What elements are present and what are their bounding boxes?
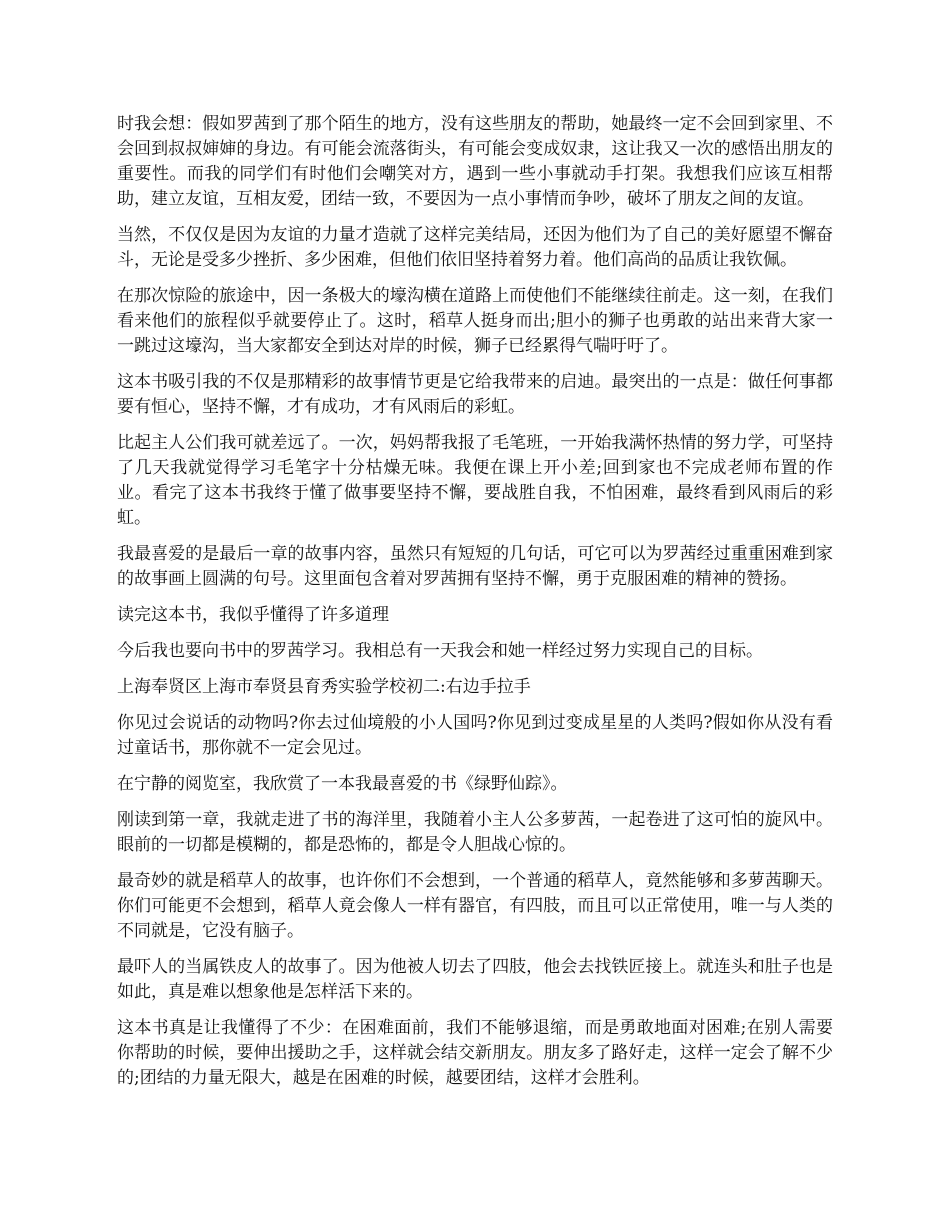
paragraph-13: 最奇妙的就是稻草人的故事，也许你们不会想到，一个普通的稻草人，竟然能够和多萝茜聊天。你们可能更不会想到，稻草人竟会像人一样有器官，有四肢，而且可以正常使用，唯一与人类的不同就是，它没有脑子。 — [117, 871, 833, 941]
paragraph-8: 今后我也要向书中的罗茜学习。我相总有一天我会和她一样经过努力实现自己的目标。 — [117, 641, 763, 661]
paragraph-3: 在那次惊险的旅途中，因一条极大的壕沟横在道路上而使他们不能继续往前走。这一刻，在我们看来他们的旅程似乎就要停止了。这时，稻草人挺身而出;胆小的狮子也勇敢的站出来背大家一一跳过这壕沟，当大家都安全到达对岸的时候，狮子已经累得气喘吁吁了。 — [117, 286, 833, 356]
paragraph-1: 时我会想：假如罗茜到了那个陌生的地方，没有这些朋友的帮助，她最终一定不会回到家里、不会回到叔叔婶婶的身边。有可能会流落街头，有可能会变成奴隶，这让我又一次的感悟出朋友的重要性。而我的同学们有时他们会嘲笑对方，遇到一些小事就动手打架。我想我们应该互相帮助，建立友谊，互相友爱，团结一致，不要因为一点小事情而争吵，破坏了朋友之间的友谊。 — [117, 114, 833, 209]
paragraph-14: 最吓人的当属铁皮人的故事了。因为他被人切去了四肢，他会去找铁匠接上。就连头和肚子也是如此，真是难以想象他是怎样活下来的。 — [117, 957, 833, 1002]
paragraph-7: 读完这本书，我似乎懂得了许多道理 — [117, 605, 389, 625]
paragraph-6: 我最喜爱的是最后一章的故事内容，虽然只有短短的几句话，可它可以为罗茜经过重重困难到家的故事画上圆满的句号。这里面包含着对罗茜拥有坚持不懈，勇于克服困难的精神的赞扬。 — [117, 544, 833, 589]
document-body — [117, 112, 833, 1102]
paragraph-11: 在宁静的阅览室，我欣赏了一本我最喜爱的书《绿野仙踪》。 — [117, 774, 568, 794]
paragraph-2: 当然，不仅仅是因为友谊的力量才造就了这样完美结局，还因为他们为了自己的美好愿望不懈奋斗，无论是受多少挫折、多少困难，但他们依旧坚持着努力着。他们高尚的品质让我钦佩。 — [117, 225, 833, 270]
author-line: 上海奉贤区上海市奉贤县育秀实验学校初二:右边手拉手 — [117, 677, 531, 697]
paragraph-5: 比起主人公们我可就差远了。一次，妈妈帮我报了毛笔班，一开始我满怀热情的努力学，可坚持了几天我就觉得学习毛笔字十分枯燥无味。我便在课上开小差;回到家也不完成老师布置的作业。看完了这本书我终于懂了做事要坚持不懈，要战胜自我，不怕困难，最终看到风雨后的彩虹。 — [117, 433, 833, 528]
paragraph-12: 刚读到第一章，我就走进了书的海洋里，我随着小主人公多萝茜，一起卷进了这可怕的旋风中。眼前的一切都是模糊的，都是恐怖的，都是令人胆战心惊的。 — [117, 810, 833, 855]
paragraph-10: 你见过会说话的动物吗?你去过仙境般的小人国吗?你见到过变成星星的人类吗?假如你从没有看过童话书，那你就不一定会见过。 — [117, 713, 833, 758]
paragraph-4: 这本书吸引我的不仅是那精彩的故事情节更是它给我带来的启迪。最突出的一点是：做任何事都要有恒心，坚持不懈，才有成功，才有风雨后的彩虹。 — [117, 372, 833, 417]
paragraph-15: 这本书真是让我懂得了不少：在困难面前，我们不能够退缩，而是勇敢地面对困难;在别人需要你帮助的时候，要伸出援助之手，这样就会结交新朋友。朋友多了路好走，这样一定会了解不少的;团结的力量无限大，越是在困难的时候，越要团结，这样才会胜利。 — [117, 1018, 833, 1088]
